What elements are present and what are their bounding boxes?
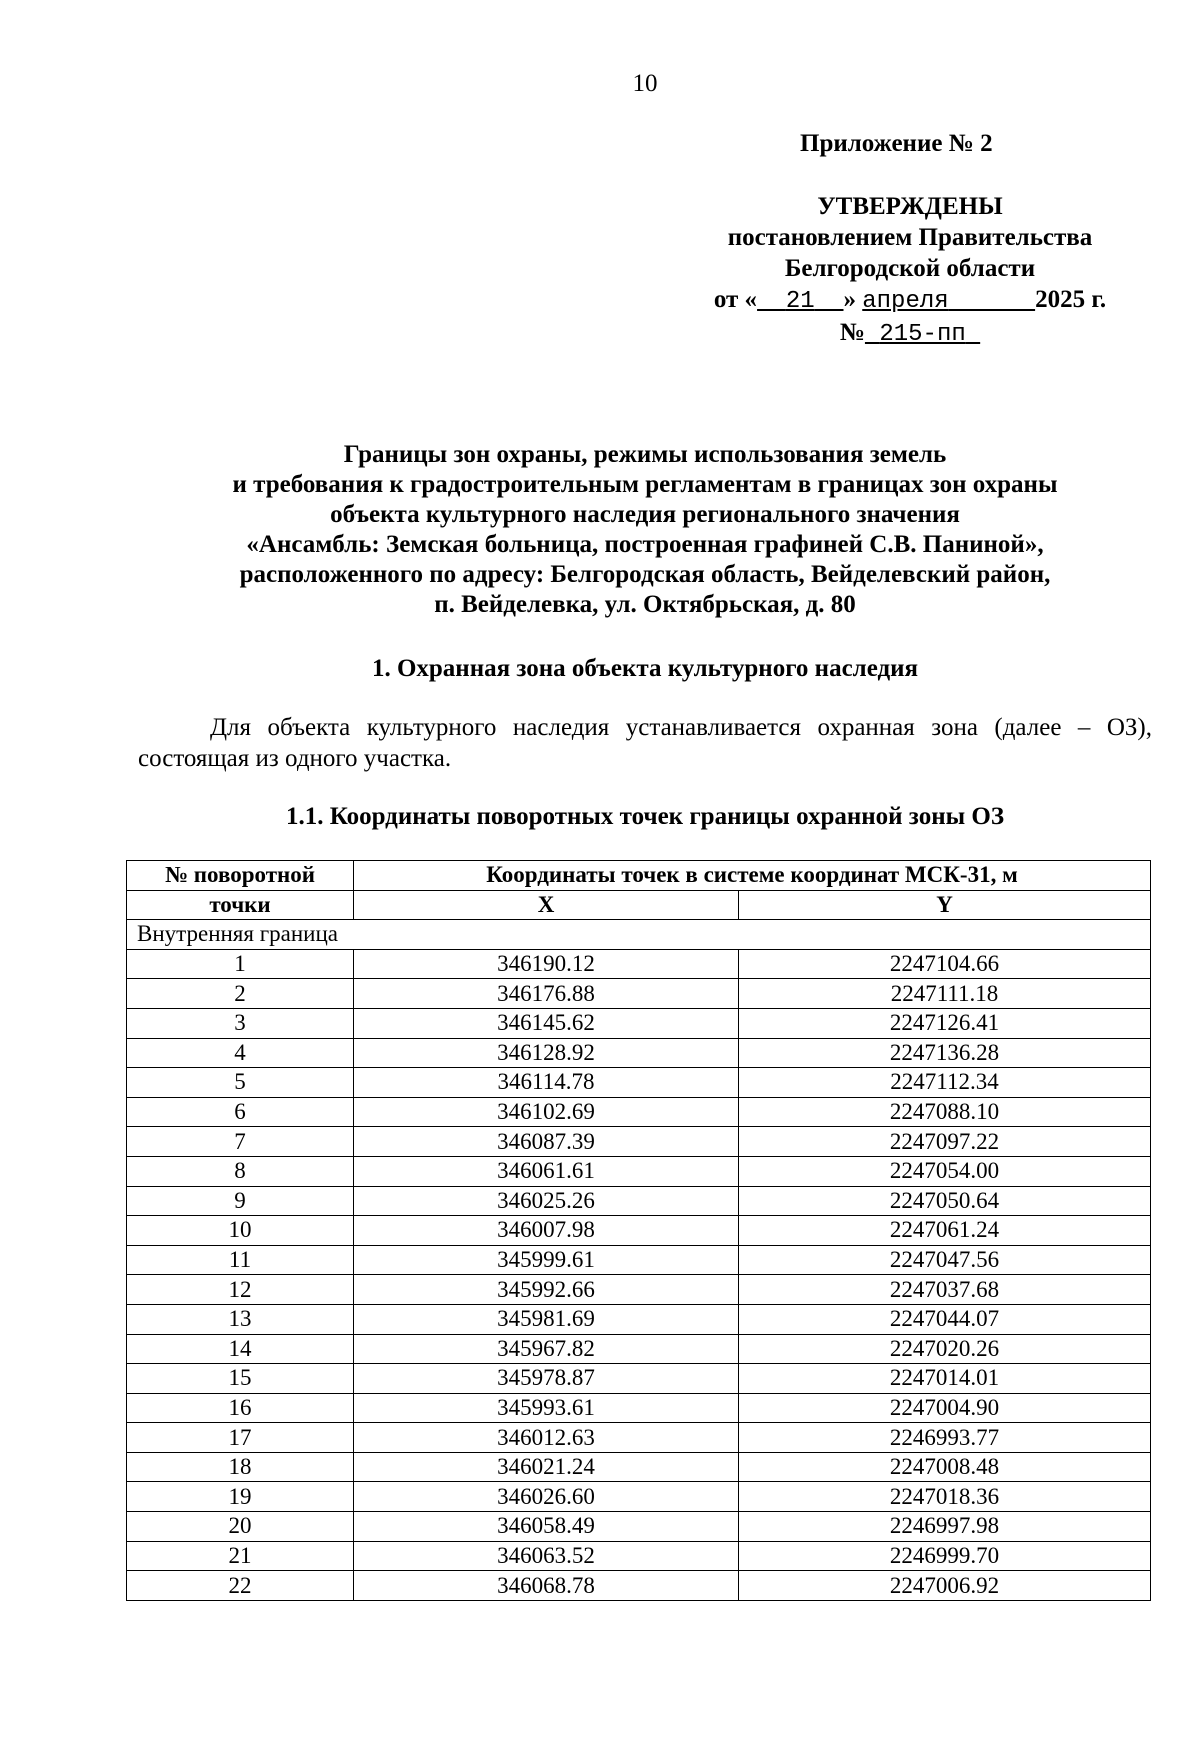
y-coordinate-cell: 2247020.26 — [739, 1334, 1151, 1364]
y-coordinate-cell: 2247126.41 — [739, 1008, 1151, 1038]
y-coordinate-cell: 2247061.24 — [739, 1216, 1151, 1246]
x-coordinate-cell: 345992.66 — [354, 1275, 739, 1305]
table-row — [127, 1186, 1151, 1216]
table-header-row — [127, 890, 1151, 920]
approval-date — [700, 284, 1120, 317]
header-point-number: № поворотной — [127, 861, 354, 891]
point-number-cell: 1 — [127, 949, 354, 979]
y-coordinate-cell: 2246997.98 — [739, 1512, 1151, 1542]
y-coordinate-cell: 2247111.18 — [739, 979, 1151, 1009]
number-value: 215-пп — [879, 321, 966, 348]
y-coordinate-cell: 2247018.36 — [739, 1482, 1151, 1512]
title-line: объекта культурного наследия регионального значения — [330, 501, 960, 528]
table-row — [127, 949, 1151, 979]
subsection-heading: 1.1. Координаты поворотных точек границы охранной зоны ОЗ — [285, 803, 1005, 830]
point-number-cell: 19 — [127, 1482, 354, 1512]
x-coordinate-cell: 346026.60 — [354, 1482, 739, 1512]
y-coordinate-cell: 2247037.68 — [739, 1275, 1151, 1305]
table-row — [127, 1127, 1151, 1157]
point-number-cell: 9 — [127, 1186, 354, 1216]
y-coordinate-cell: 2247014.01 — [739, 1364, 1151, 1394]
x-coordinate-cell: 346025.26 — [354, 1186, 739, 1216]
x-coordinate-cell: 346087.39 — [354, 1127, 739, 1157]
y-coordinate-cell: 2247008.48 — [739, 1452, 1151, 1482]
x-coordinate-cell: 346145.62 — [354, 1008, 739, 1038]
number-prefix: № — [839, 319, 865, 346]
section-paragraph: Для объекта культурного наследия устанавливается охранная зона (далее – ОЗ), состоящая из одного участка. — [138, 714, 1152, 772]
section-heading: 1. Охранная зона объекта культурного наследия — [371, 655, 919, 682]
table-row — [127, 1364, 1151, 1394]
y-coordinate-cell: 2246993.77 — [739, 1423, 1151, 1453]
group-label: Внутренняя граница — [127, 920, 1151, 950]
table-row — [127, 1156, 1151, 1186]
table-row — [127, 1334, 1151, 1364]
table-body — [127, 949, 1151, 1600]
point-number-cell: 3 — [127, 1008, 354, 1038]
point-number-cell: 17 — [127, 1423, 354, 1453]
document-title — [100, 440, 1190, 620]
x-coordinate-cell: 346176.88 — [354, 979, 739, 1009]
approval-number — [700, 317, 1120, 350]
point-number-cell: 4 — [127, 1038, 354, 1068]
x-coordinate-cell: 346061.61 — [354, 1156, 739, 1186]
title-line: и требования к градостроительным регламентам в границах зон охраны — [232, 471, 1058, 498]
approval-line-2: Белгородской области — [784, 255, 1036, 282]
date-prefix: от « — [713, 286, 758, 313]
y-coordinate-cell: 2246999.70 — [739, 1541, 1151, 1571]
table-row — [127, 1541, 1151, 1571]
coordinates-table — [126, 860, 1151, 1601]
header-point-number-line2: точки — [127, 890, 354, 920]
table-row — [127, 1304, 1151, 1334]
y-coordinate-cell: 2247097.22 — [739, 1127, 1151, 1157]
approval-heading: УТВЕРЖДЕНЫ — [817, 193, 1003, 220]
x-coordinate-cell: 345999.61 — [354, 1245, 739, 1275]
title-line: п. Вейделевка, ул. Октябрьская, д. 80 — [434, 591, 856, 618]
table-row — [127, 1571, 1151, 1601]
table-row — [127, 1512, 1151, 1542]
point-number-cell: 12 — [127, 1275, 354, 1305]
date-mid: » — [843, 286, 856, 313]
y-coordinate-cell: 2247136.28 — [739, 1038, 1151, 1068]
table-row — [127, 1393, 1151, 1423]
title-line: Границы зон охраны, режимы использования земель — [343, 441, 947, 468]
y-coordinate-cell: 2247088.10 — [739, 1097, 1151, 1127]
group-row — [127, 920, 1151, 950]
point-number-cell: 10 — [127, 1216, 354, 1246]
x-coordinate-cell: 345981.69 — [354, 1304, 739, 1334]
date-day: 21 — [785, 288, 815, 315]
table-row — [127, 1482, 1151, 1512]
point-number-cell: 18 — [127, 1452, 354, 1482]
point-number-cell: 11 — [127, 1245, 354, 1275]
table-row — [127, 1452, 1151, 1482]
y-coordinate-cell: 2247006.92 — [739, 1571, 1151, 1601]
point-number-cell: 8 — [127, 1156, 354, 1186]
x-coordinate-cell: 346128.92 — [354, 1038, 739, 1068]
x-coordinate-cell: 346021.24 — [354, 1452, 739, 1482]
table-row — [127, 1245, 1151, 1275]
x-coordinate-cell: 345967.82 — [354, 1334, 739, 1364]
point-number-cell: 7 — [127, 1127, 354, 1157]
date-year: 2025 г. — [1035, 286, 1107, 313]
point-number-cell: 21 — [127, 1541, 354, 1571]
point-number-cell: 2 — [127, 979, 354, 1009]
x-coordinate-cell: 345978.87 — [354, 1364, 739, 1394]
approval-block — [700, 191, 1120, 350]
header-coordinates: Координаты точек в системе координат МСК-31, м — [354, 861, 1151, 891]
table-row — [127, 1275, 1151, 1305]
table-header-row — [127, 861, 1151, 891]
y-coordinate-cell: 2247044.07 — [739, 1304, 1151, 1334]
point-number-cell: 14 — [127, 1334, 354, 1364]
table-row — [127, 1216, 1151, 1246]
x-coordinate-cell: 346063.52 — [354, 1541, 739, 1571]
table-row — [127, 979, 1151, 1009]
point-number-cell: 20 — [127, 1512, 354, 1542]
table-row — [127, 1068, 1151, 1098]
point-number-cell: 22 — [127, 1571, 354, 1601]
table-row — [127, 1008, 1151, 1038]
x-coordinate-cell: 345993.61 — [354, 1393, 739, 1423]
point-number-cell: 6 — [127, 1097, 354, 1127]
header-x: X — [354, 890, 739, 920]
title-line: «Ансамбль: Земская больница, построенная графиней С.В. Паниной», — [246, 531, 1044, 558]
x-coordinate-cell: 346058.49 — [354, 1512, 739, 1542]
approval-line-1: постановлением Правительства — [727, 224, 1093, 251]
x-coordinate-cell: 346190.12 — [354, 949, 739, 979]
y-coordinate-cell: 2247104.66 — [739, 949, 1151, 979]
table-row — [127, 1423, 1151, 1453]
point-number-cell: 13 — [127, 1304, 354, 1334]
point-number-cell: 5 — [127, 1068, 354, 1098]
x-coordinate-cell: 346068.78 — [354, 1571, 739, 1601]
header-y: Y — [739, 890, 1151, 920]
page-number: 10 — [632, 70, 658, 97]
y-coordinate-cell: 2247112.34 — [739, 1068, 1151, 1098]
point-number-cell: 16 — [127, 1393, 354, 1423]
y-coordinate-cell: 2247054.00 — [739, 1156, 1151, 1186]
x-coordinate-cell: 346102.69 — [354, 1097, 739, 1127]
table-row — [127, 1038, 1151, 1068]
y-coordinate-cell: 2247047.56 — [739, 1245, 1151, 1275]
x-coordinate-cell: 346012.63 — [354, 1423, 739, 1453]
table-row — [127, 1097, 1151, 1127]
y-coordinate-cell: 2247004.90 — [739, 1393, 1151, 1423]
title-line: расположенного по адресу: Белгородская область, Вейделевский район, — [239, 561, 1051, 588]
x-coordinate-cell: 346114.78 — [354, 1068, 739, 1098]
x-coordinate-cell: 346007.98 — [354, 1216, 739, 1246]
point-number-cell: 15 — [127, 1364, 354, 1394]
y-coordinate-cell: 2247050.64 — [739, 1186, 1151, 1216]
appendix-label: Приложение № 2 — [800, 130, 993, 157]
date-month: апреля — [862, 288, 949, 315]
